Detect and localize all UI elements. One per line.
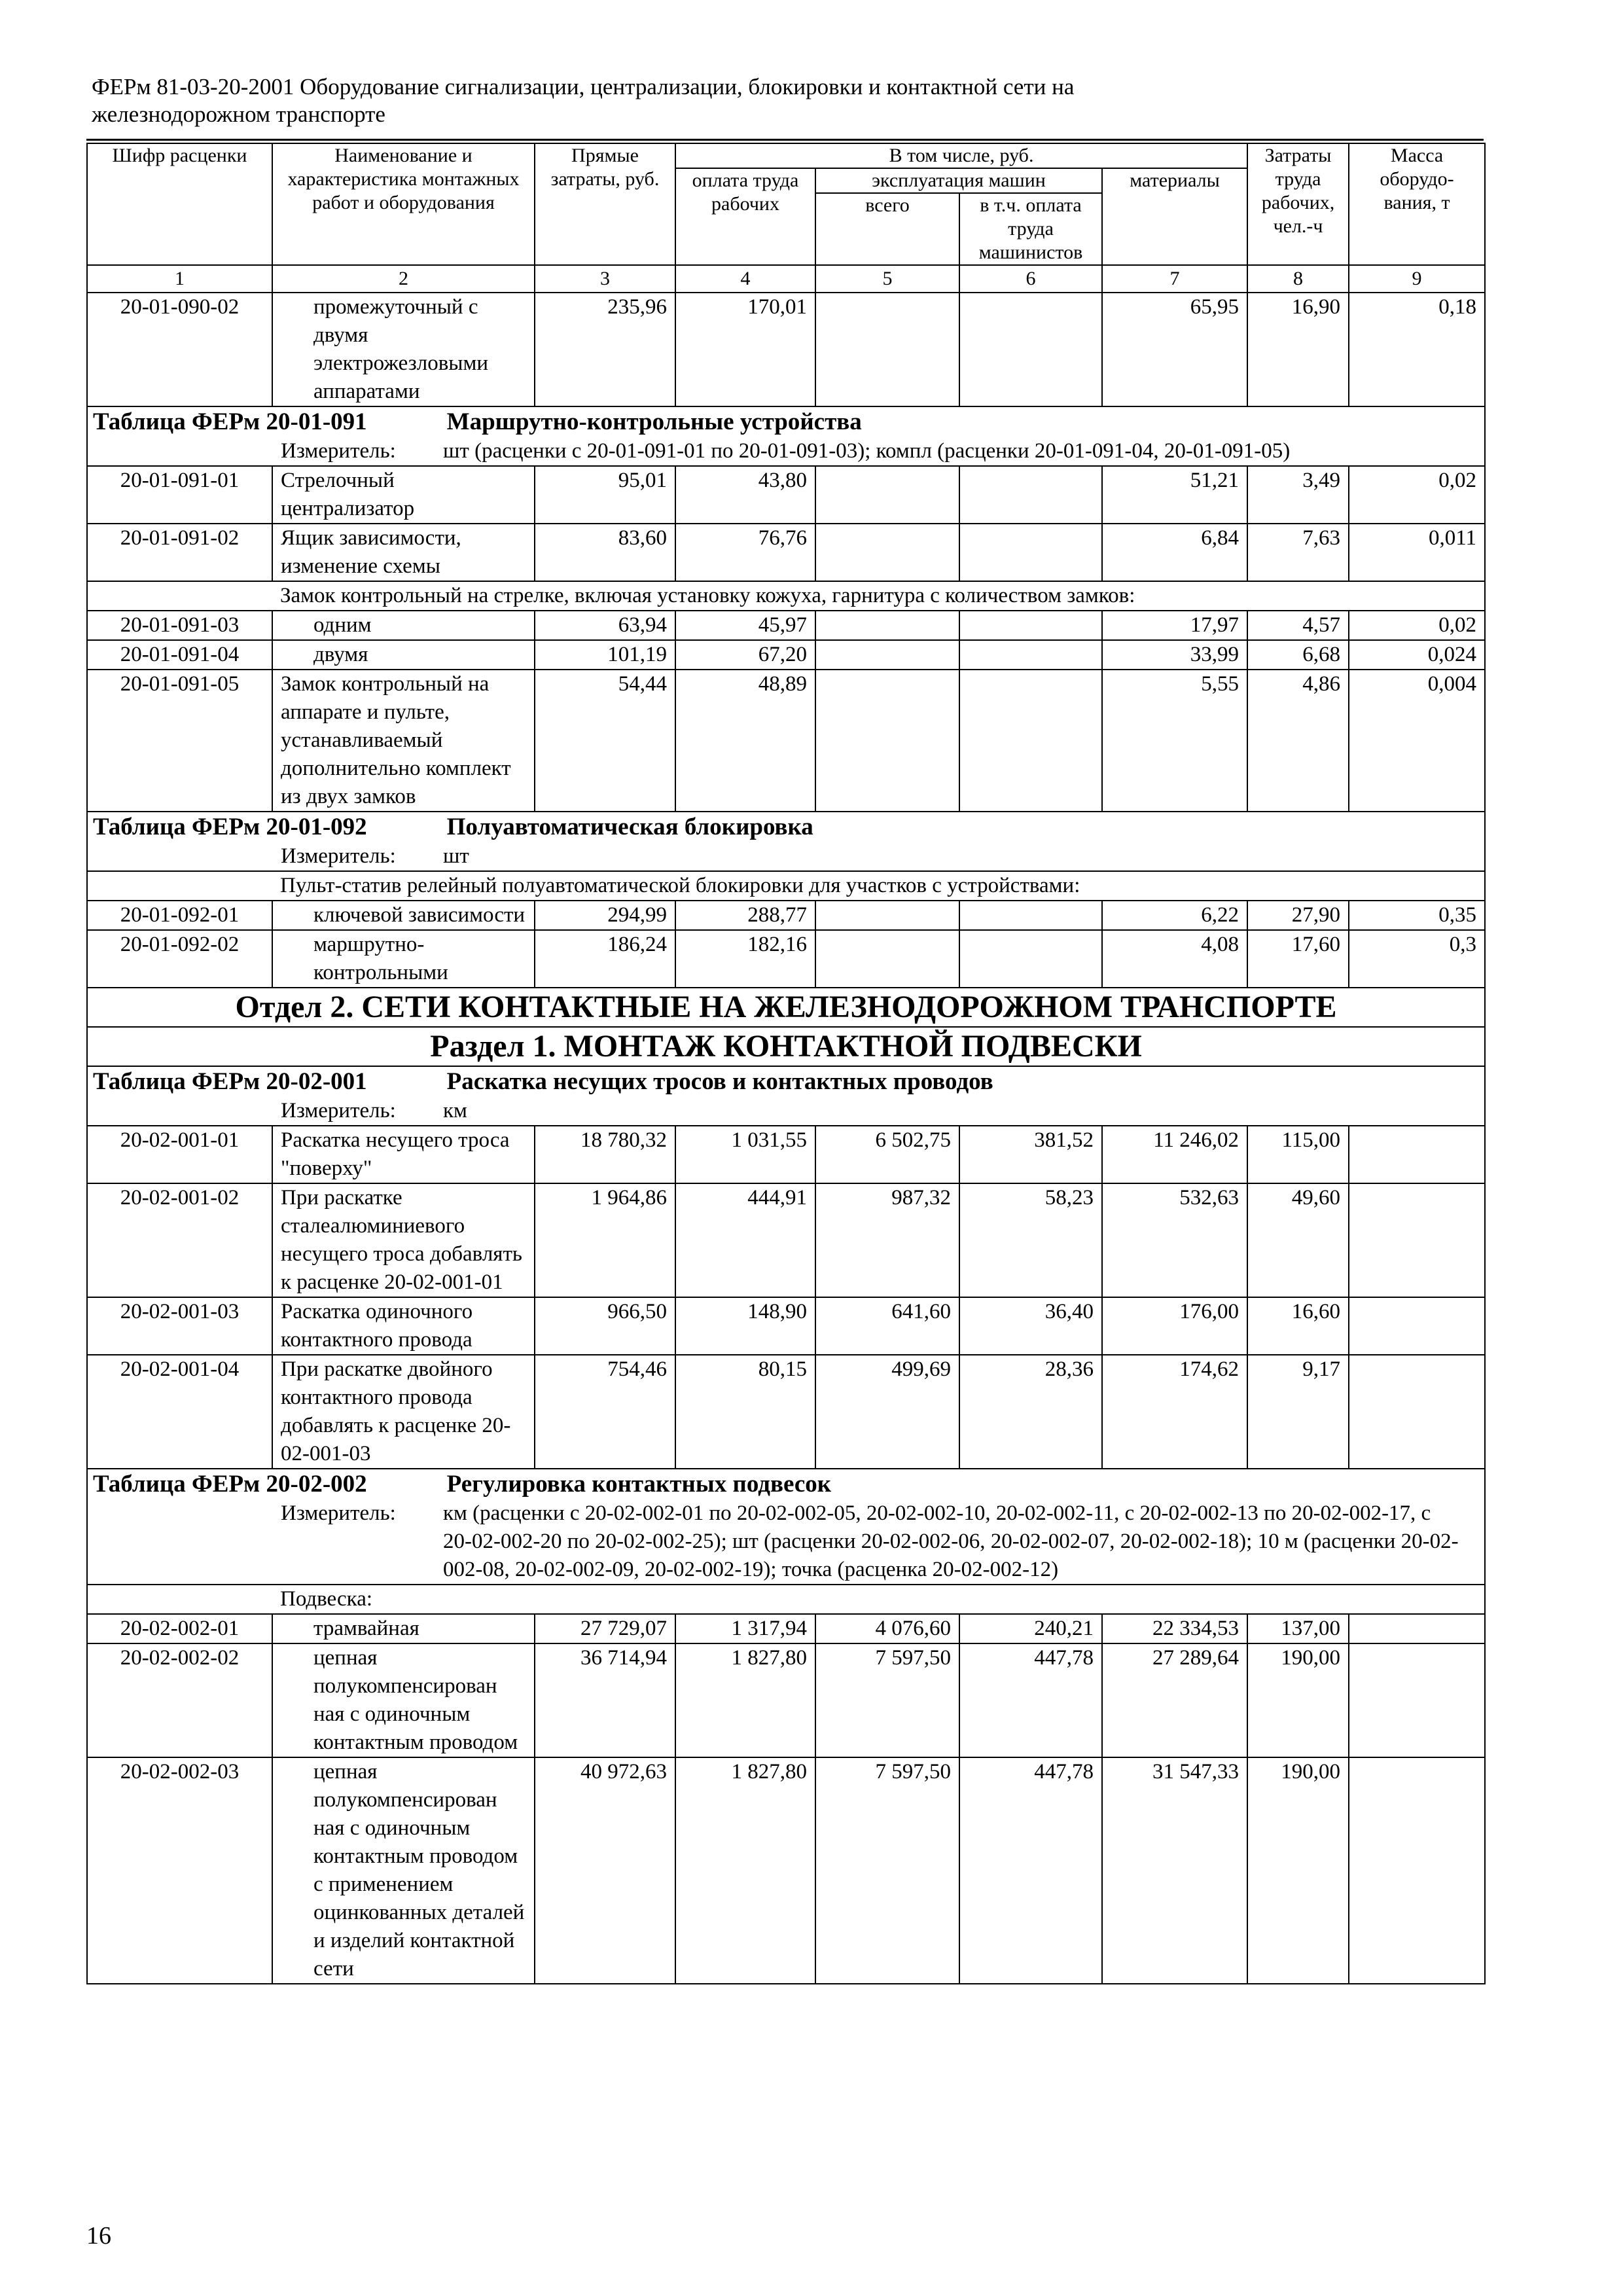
materials: 174,62: [1102, 1355, 1247, 1469]
table-row: [87, 466, 1485, 524]
machines-labor: 28,36: [959, 1355, 1102, 1469]
table-row: [87, 670, 1485, 812]
column-number: 9: [1349, 265, 1485, 293]
labor-pay: 182,16: [675, 930, 815, 988]
direct-cost: 294,99: [535, 901, 675, 930]
table-row: [87, 640, 1485, 670]
column-number: 5: [815, 265, 959, 293]
mass: [1349, 1126, 1485, 1183]
group-caption-row: [87, 871, 1485, 901]
unit-row: [87, 437, 1485, 466]
mass: 0,024: [1349, 640, 1485, 670]
materials: 532,63: [1102, 1183, 1247, 1297]
direct-cost: 235,96: [535, 293, 675, 406]
table-number: Таблица ФЕРм 20-02-002: [93, 1471, 367, 1498]
mass: [1349, 1355, 1485, 1469]
rate-code: 20-01-091-05: [87, 670, 272, 812]
section-heading-row: [87, 1027, 1485, 1066]
column-number: 4: [675, 265, 815, 293]
unit-row: [87, 842, 1485, 871]
col-header-materials: материалы: [1102, 168, 1247, 265]
unit-row: [87, 1499, 1485, 1585]
table-name: Регулировка контактных подвесок: [446, 1471, 832, 1498]
table-name: Маршрутно-контрольные устройства: [446, 408, 862, 435]
labor-hours: 9,17: [1247, 1355, 1349, 1469]
mass: 0,3: [1349, 930, 1485, 988]
machines-total: 4 076,60: [815, 1614, 959, 1643]
machines-total: 7 597,50: [815, 1643, 959, 1757]
machines-labor: 58,23: [959, 1183, 1102, 1297]
mass: 0,02: [1349, 611, 1485, 640]
labor-hours: 49,60: [1247, 1183, 1349, 1297]
rate-code: 20-01-090-02: [87, 293, 272, 406]
labor-hours: 27,90: [1247, 901, 1349, 930]
col-header-direct: Прямые затраты, руб.: [535, 143, 675, 265]
page-number: 16: [86, 2222, 111, 2250]
work-name: Раскатка одиночного контактного провода: [272, 1297, 535, 1355]
table-title-row: [87, 1469, 1485, 1499]
unit-row: [87, 1097, 1485, 1126]
machines-labor: [959, 640, 1102, 670]
labor-pay: 45,97: [675, 611, 815, 640]
machines-labor: 36,40: [959, 1297, 1102, 1355]
materials: 33,99: [1102, 640, 1247, 670]
machines-labor: [959, 466, 1102, 524]
machines-labor: [959, 524, 1102, 581]
labor-hours: 6,68: [1247, 640, 1349, 670]
table-row: [87, 1355, 1485, 1469]
materials: 6,84: [1102, 524, 1247, 581]
machines-total: [815, 640, 959, 670]
labor-pay: 148,90: [675, 1297, 815, 1355]
machines-total: 6 502,75: [815, 1126, 959, 1183]
machines-total: [815, 930, 959, 988]
rate-code: 20-01-091-01: [87, 466, 272, 524]
machines-total: 499,69: [815, 1355, 959, 1469]
labor-hours: 4,57: [1247, 611, 1349, 640]
labor-hours: 137,00: [1247, 1614, 1349, 1643]
machines-labor: 447,78: [959, 1757, 1102, 1984]
unit-value: км (расценки с 20-02-002-01 по 20-02-002-05, 20-02-002-10, 20-02-002-11, с 20-02-002-13 по 20-02-002-17, с 20-02-002-20 по 20-02-002-25); шт (расценки 20-02-002-06, 20-02-002-07, 20-02-002-18); 10 м (расценки 20-02-002-08, 20-02-002-09, 20-02-002-19); точка (расценка 20-02-002-12): [443, 1501, 1459, 1581]
machines-total: [815, 901, 959, 930]
direct-cost: 83,60: [535, 524, 675, 581]
table-row: [87, 1297, 1485, 1355]
mass: [1349, 1183, 1485, 1297]
machines-labor: [959, 930, 1102, 988]
machines-total: 7 597,50: [815, 1757, 959, 1984]
materials: 65,95: [1102, 293, 1247, 406]
work-name: маршрутно-контрольными: [272, 930, 535, 988]
machines-total: [815, 293, 959, 406]
rate-code: 20-02-001-03: [87, 1297, 272, 1355]
column-number: 1: [87, 265, 272, 293]
column-number: 2: [272, 265, 535, 293]
unit-label: Измеритель:: [281, 439, 396, 463]
col-header-labor-pay: оплата труда рабочих: [675, 168, 815, 265]
direct-cost: 186,24: [535, 930, 675, 988]
table-row: [87, 1183, 1485, 1297]
labor-pay: 48,89: [675, 670, 815, 812]
rates-table: [86, 143, 1486, 1984]
table-row: [87, 611, 1485, 640]
mass: 0,02: [1349, 466, 1485, 524]
mass: 0,004: [1349, 670, 1485, 812]
col-header-including: В том числе, руб.: [675, 143, 1247, 168]
section-heading: Раздел 1. МОНТАЖ КОНТАКТНОЙ ПОДВЕСКИ: [87, 1027, 1485, 1066]
col-header-name: Наименование и характеристика монтажных работ и оборудования: [272, 143, 535, 265]
rate-code: 20-02-002-01: [87, 1614, 272, 1643]
direct-cost: 754,46: [535, 1355, 675, 1469]
machines-labor: [959, 670, 1102, 812]
direct-cost: 18 780,32: [535, 1126, 675, 1183]
materials: 4,08: [1102, 930, 1247, 988]
work-name: цепная полукомпенсирован ная с одиночным контактным проводом с применением оцинкованных деталей и изделий контактной сети: [272, 1757, 535, 1984]
direct-cost: 54,44: [535, 670, 675, 812]
labor-hours: 190,00: [1247, 1757, 1349, 1984]
work-name: Раскатка несущего троса "поверху": [272, 1126, 535, 1183]
labor-pay: 1 827,80: [675, 1643, 815, 1757]
labor-pay: 1 031,55: [675, 1126, 815, 1183]
work-name: промежуточный с двумя электрожезловыми аппаратами: [272, 293, 535, 406]
labor-hours: 190,00: [1247, 1643, 1349, 1757]
direct-cost: 63,94: [535, 611, 675, 640]
group-caption: Замок контрольный на стрелке, включая установку кожуха, гарнитура с количеством замков:: [87, 581, 1485, 611]
rate-code: 20-01-091-04: [87, 640, 272, 670]
document-title-line-1: ФЕРм 81-03-20-2001 Оборудование сигнализации, централизации, блокировки и контактной сети на: [92, 74, 1075, 99]
table-row: [87, 524, 1485, 581]
mass: [1349, 1614, 1485, 1643]
machines-labor: 240,21: [959, 1614, 1102, 1643]
table-title-row: [87, 406, 1485, 437]
work-name: При раскатке сталеалюминиевого несущего троса добавлять к расценке 20-02-001-01: [272, 1183, 535, 1297]
department-heading: Отдел 2. СЕТИ КОНТАКТНЫЕ НА ЖЕЛЕЗНОДОРОЖНОМ ТРАНСПОРТЕ: [87, 988, 1485, 1027]
materials: 176,00: [1102, 1297, 1247, 1355]
mass: [1349, 1297, 1485, 1355]
header-rule: [86, 139, 1484, 141]
materials: 11 246,02: [1102, 1126, 1247, 1183]
table-head: [87, 143, 1485, 265]
rate-code: 20-01-092-02: [87, 930, 272, 988]
direct-cost: 966,50: [535, 1297, 675, 1355]
labor-pay: 444,91: [675, 1183, 815, 1297]
group-caption-row: [87, 581, 1485, 611]
direct-cost: 101,19: [535, 640, 675, 670]
table-row: [87, 1757, 1485, 1984]
labor-hours: 3,49: [1247, 466, 1349, 524]
materials: 51,21: [1102, 466, 1247, 524]
group-caption: Пульт-статив релейный полуавтоматической блокировки для участков с устройствами:: [87, 871, 1485, 901]
work-name: двумя: [272, 640, 535, 670]
mass: 0,18: [1349, 293, 1485, 406]
rate-code: 20-02-002-03: [87, 1757, 272, 1984]
unit-value: шт: [443, 844, 469, 868]
machines-total: [815, 524, 959, 581]
work-name: цепная полукомпенсирован ная с одиночным контактным проводом: [272, 1643, 535, 1757]
labor-pay: 67,20: [675, 640, 815, 670]
machines-total: 987,32: [815, 1183, 959, 1297]
labor-hours: 7,63: [1247, 524, 1349, 581]
mass: [1349, 1643, 1485, 1757]
materials: 22 334,53: [1102, 1614, 1247, 1643]
table-row: [87, 901, 1485, 930]
work-name: Замок контрольный на аппарате и пульте, устанавливаемый дополнительно комплект из двух замков: [272, 670, 535, 812]
machines-labor: [959, 293, 1102, 406]
unit-value: шт (расценки с 20-01-091-01 по 20-01-091-03); компл (расценки 20-01-091-04, 20-01-091-05): [443, 439, 1291, 463]
column-number: 3: [535, 265, 675, 293]
col-header-code: Шифр расценки: [87, 143, 272, 265]
table-row: [87, 1126, 1485, 1183]
materials: 5,55: [1102, 670, 1247, 812]
column-number: 7: [1102, 265, 1247, 293]
labor-pay: 1 827,80: [675, 1757, 815, 1984]
labor-hours: 4,86: [1247, 670, 1349, 812]
labor-pay: 170,01: [675, 293, 815, 406]
rate-code: 20-02-001-02: [87, 1183, 272, 1297]
rate-code: 20-02-002-02: [87, 1643, 272, 1757]
labor-pay: 1 317,94: [675, 1614, 815, 1643]
machines-total: 641,60: [815, 1297, 959, 1355]
mass: 0,011: [1349, 524, 1485, 581]
group-caption-row: [87, 1585, 1485, 1614]
table-title-row: [87, 1066, 1485, 1097]
direct-cost: 40 972,63: [535, 1757, 675, 1984]
unit-label: Измеритель:: [281, 1501, 396, 1525]
direct-cost: 36 714,94: [535, 1643, 675, 1757]
document-header: [92, 73, 1486, 128]
unit-label: Измеритель:: [281, 1099, 396, 1122]
work-name: трамвайная: [272, 1614, 535, 1643]
machines-total: [815, 611, 959, 640]
machines-labor: 447,78: [959, 1643, 1102, 1757]
table-number: Таблица ФЕРм 20-01-092: [93, 814, 367, 840]
work-name: ключевой зависимости: [272, 901, 535, 930]
rate-code: 20-01-091-03: [87, 611, 272, 640]
machines-total: [815, 670, 959, 812]
table-row: [87, 1614, 1485, 1643]
column-number: 8: [1247, 265, 1349, 293]
machines-total: [815, 466, 959, 524]
labor-hours: 16,90: [1247, 293, 1349, 406]
mass: 0,35: [1349, 901, 1485, 930]
table-name: Раскатка несущих тросов и контактных проводов: [446, 1068, 993, 1095]
table-number: Таблица ФЕРм 20-01-091: [93, 408, 367, 435]
rate-code: 20-01-092-01: [87, 901, 272, 930]
labor-pay: 80,15: [675, 1355, 815, 1469]
document-title-line-2: железнодорожном транспорте: [92, 101, 385, 127]
table-row: [87, 293, 1485, 406]
rate-code: 20-01-091-02: [87, 524, 272, 581]
work-name: При раскатке двойного контактного провода добавлять к расценке 20-02-001-03: [272, 1355, 535, 1469]
work-name: Ящик зависимости, изменение схемы: [272, 524, 535, 581]
table-number: Таблица ФЕРм 20-02-001: [93, 1068, 367, 1095]
col-header-mass: Масса оборудо-вания, т: [1349, 143, 1485, 265]
mass: [1349, 1757, 1485, 1984]
col-header-machines-total: всего: [815, 193, 959, 265]
labor-hours: 115,00: [1247, 1126, 1349, 1183]
work-name: одним: [272, 611, 535, 640]
col-header-machines-labor: в т.ч. оплата труда машинистов: [959, 193, 1102, 265]
col-header-labor-hours: Затраты труда рабочих, чел.-ч: [1247, 143, 1349, 265]
machines-labor: [959, 901, 1102, 930]
rate-code: 20-02-001-01: [87, 1126, 272, 1183]
direct-cost: 1 964,86: [535, 1183, 675, 1297]
labor-hours: 16,60: [1247, 1297, 1349, 1355]
unit-value: км: [443, 1099, 467, 1122]
work-name: Стрелочный централизатор: [272, 466, 535, 524]
table-row: [87, 930, 1485, 988]
column-numbers-row: [87, 265, 1485, 293]
machines-labor: [959, 611, 1102, 640]
table-title-row: [87, 812, 1485, 842]
rate-code: 20-02-001-04: [87, 1355, 272, 1469]
labor-pay: 76,76: [675, 524, 815, 581]
labor-pay: 43,80: [675, 466, 815, 524]
labor-pay: 288,77: [675, 901, 815, 930]
materials: 31 547,33: [1102, 1757, 1247, 1984]
labor-hours: 17,60: [1247, 930, 1349, 988]
table-name: Полуавтоматическая блокировка: [446, 814, 813, 840]
department-heading-row: [87, 988, 1485, 1027]
column-number: 6: [959, 265, 1102, 293]
direct-cost: 27 729,07: [535, 1614, 675, 1643]
materials: 27 289,64: [1102, 1643, 1247, 1757]
materials: 6,22: [1102, 901, 1247, 930]
group-caption: Подвеска:: [87, 1585, 1485, 1614]
materials: 17,97: [1102, 611, 1247, 640]
direct-cost: 95,01: [535, 466, 675, 524]
unit-label: Измеритель:: [281, 844, 396, 868]
col-header-machines: эксплуатация машин: [815, 168, 1102, 193]
machines-labor: 381,52: [959, 1126, 1102, 1183]
table-row: [87, 1643, 1485, 1757]
